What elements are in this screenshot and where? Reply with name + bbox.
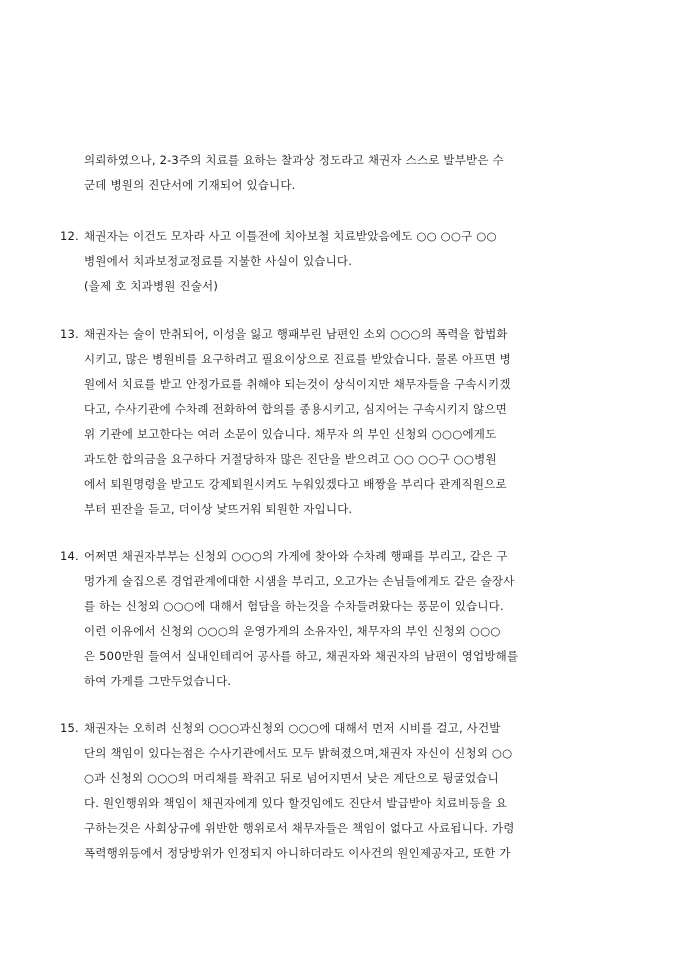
- text-line: 구하는것은 사회상규에 위반한 행위로서 채무자들은 책임이 없다고 사료됩니다. 가령: [84, 821, 515, 835]
- paragraph-number: 12.: [60, 229, 79, 243]
- text-line: 병원에서 치과보정교정료를 지불한 사실이 있습니다.: [84, 254, 353, 268]
- text-line: 의뢰하였으나, 2-3주의 치료를 요하는 찰과상 정도라고 채권자 스스로 발부받은 수: [84, 153, 504, 167]
- text-line: 채권자는 오히려 신청외 ○○○과신청외 ○○○에 대해서 먼저 시비를 걸고, 사건발: [84, 721, 501, 735]
- text-line: 어쩌면 채권자부부는 신청외 ○○○의 가게에 찾아와 수차례 행패를 부리고, 같은 구: [84, 549, 508, 563]
- text-line: 원에서 치료를 받고 안정가료를 취해야 되는것이 상식이지만 채무자들을 구속시키겠: [84, 377, 511, 391]
- text-line: 단의 책임이 있다는점은 수사기관에서도 모두 밝혀졌으며,채권자 자신이 신청외 ○○: [84, 746, 513, 760]
- text-line: 군데 병원의 진단서에 기재되어 있습니다.: [84, 178, 296, 192]
- text-line: 다. 원인행위와 책임이 채권자에게 있다 할것임에도 진단서 발급받아 치료비등을 요: [84, 796, 508, 810]
- paragraph-number: 14.: [60, 549, 79, 563]
- text-line: ○과 신청외 ○○○의 머리채를 꽉쥐고 뒤로 넘어지면서 낮은 계단으로 뒹굴었습니: [84, 771, 499, 785]
- text-line: 채권자는 술이 만취되어, 이성을 잃고 행패부린 남편인 소외 ○○○의 폭력을 합법화: [84, 327, 508, 341]
- paragraph-continuation: [60, 148, 626, 198]
- paragraph-number: 13.: [60, 327, 79, 341]
- text-line: 에서 퇴원명령을 받고도 강제퇴원시켜도 누워있겠다고 배짱을 부리다 관계직원으로: [84, 477, 507, 491]
- paragraph-12: [60, 224, 626, 299]
- paragraph-14: [60, 544, 626, 694]
- text-line: 멍가게 술집으론 경업관계에대한 시샘을 부리고, 오고가는 손님들에게도 같은 술장사: [84, 574, 515, 588]
- paragraph-15: [60, 716, 626, 866]
- text-line: 다고, 수사기관에 수차례 전화하여 합의를 종용시키고, 심지어는 구속시키지 않으면: [84, 402, 508, 416]
- text-line: (을제 호 치과병원 진술서): [84, 279, 219, 293]
- text-line: 은 500만원 들여서 실내인테리어 공사를 하고, 채권자와 채권자의 남편이 영업방해를: [84, 649, 519, 663]
- text-line: 부터 핀잔을 듣고, 더이상 낯뜨거워 퇴원한 자입니다.: [84, 502, 353, 516]
- paragraph-number: 15.: [60, 721, 79, 735]
- text-line: 채권자는 이건도 모자라 사고 이틀전에 치아보철 치료받았음에도 ○○ ○○구 ○○: [84, 229, 497, 243]
- text-line: 이런 이유에서 신청외 ○○○의 운영가게의 소유자인, 채무자의 부인 신청외 ○○○: [84, 624, 501, 638]
- text-line: 를 하는 신청외 ○○○에 대해서 험담을 하는것을 수차들려왔다는 풍문이 있습니다.: [84, 599, 504, 613]
- text-line: 과도한 합의금을 요구하다 거절당하자 많은 진단을 받으려고 ○○ ○○구 ○○병원: [84, 452, 497, 466]
- text-line: 폭력행위등에서 정당방위가 인정되지 아니하더라도 이사건의 원인제공자고, 또한 가: [84, 846, 511, 860]
- text-line: 시키고, 많은 병원비를 요구하려고 필요이상으로 진료를 받았습니다. 물론 아프면 병: [84, 352, 511, 366]
- text-line: 하여 가게를 그만두었습니다.: [84, 674, 232, 688]
- paragraph-13: [60, 322, 626, 522]
- text-line: 위 기관에 보고한다는 여러 소문이 있습니다. 채무자 의 부인 신청외 ○○○에게도: [84, 427, 497, 441]
